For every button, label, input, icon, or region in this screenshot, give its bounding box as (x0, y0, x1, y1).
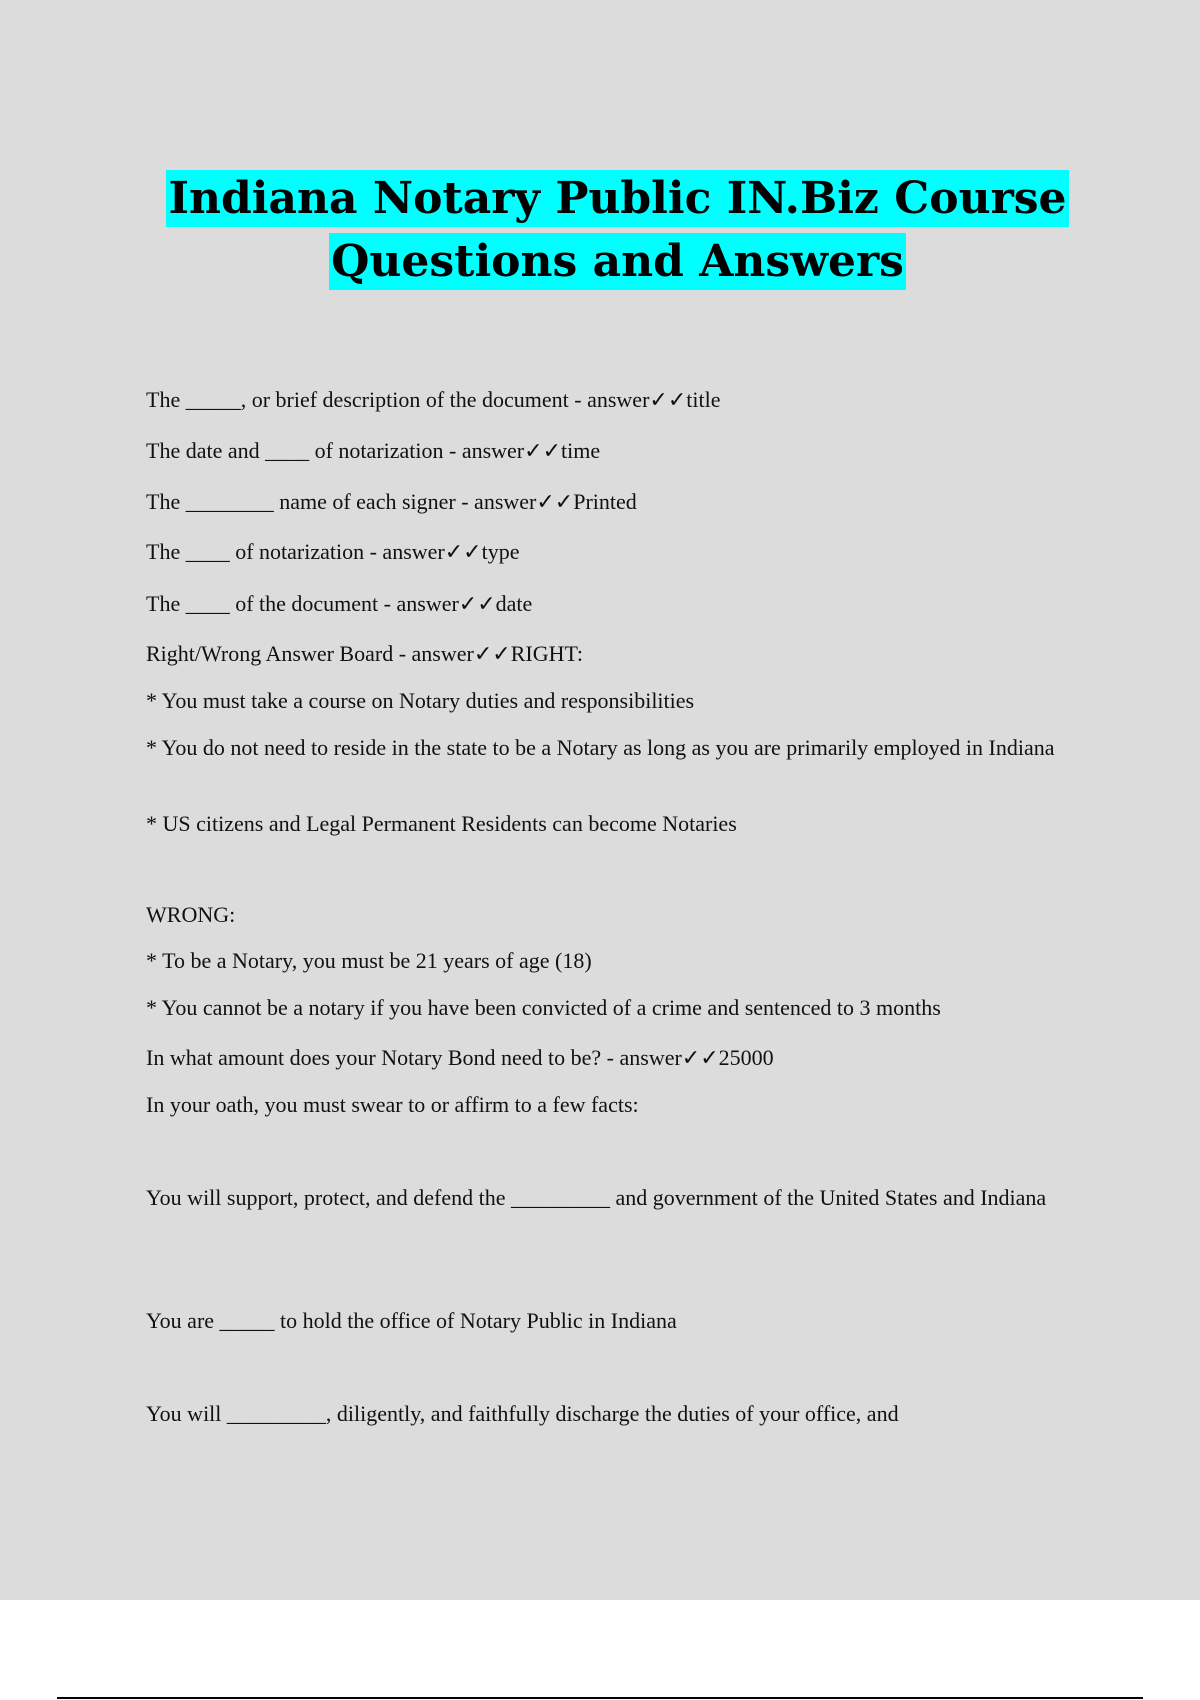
paragraph-bond-question: In what amount does your Notary Bond need to be? - answer✓✓25000 (146, 1045, 774, 1070)
paragraph-right-wrong-board: Right/Wrong Answer Board - answer✓✓RIGHT: (146, 641, 583, 666)
title-line-2: Questions and Answers (329, 233, 906, 290)
paragraph-oath-eligible: You are _____ to hold the office of Notary Public in Indiana (146, 1308, 677, 1333)
paragraph-time-question: The date and ____ of notarization - answer✓✓time (146, 438, 601, 463)
document-title (0, 168, 1200, 294)
footer-divider (57, 1697, 1143, 1699)
paragraph-date-question: The ____ of the document - answer✓✓date (146, 591, 533, 616)
paragraph-oath-support: You will support, protect, and defend the _________ and government of the United States and Indiana (146, 1185, 1047, 1210)
paragraph-type-question: The ____ of notarization - answer✓✓type (146, 539, 520, 564)
paragraph-right-item-3: * US citizens and Legal Permanent Residents can become Notaries (146, 811, 737, 836)
paragraph-wrong-item-2: * You cannot be a notary if you have been convicted of a crime and sentenced to 3 months (146, 995, 941, 1020)
page-footer-area (0, 1600, 1200, 1700)
paragraph-title-question: The _____, or brief description of the document - answer✓✓title (146, 387, 721, 412)
paragraph-oath-discharge: You will _________, diligently, and faithfully discharge the duties of your office, and (146, 1401, 899, 1426)
paragraph-wrong-item-1: * To be a Notary, you must be 21 years of age (18) (146, 948, 592, 973)
paragraph-wrong-heading: WRONG: (146, 902, 236, 927)
paragraph-printed-question: The ________ name of each signer - answer✓✓Printed (146, 489, 637, 514)
paragraph-oath-intro: In your oath, you must swear to or affirm to a few facts: (146, 1092, 639, 1117)
title-line-1: Indiana Notary Public IN.Biz Course (166, 170, 1068, 227)
paragraph-right-item-2: * You do not need to reside in the state to be a Notary as long as you are primarily employed in Indiana (146, 735, 1055, 760)
paragraph-right-item-1: * You must take a course on Notary duties and responsibilities (146, 688, 695, 713)
